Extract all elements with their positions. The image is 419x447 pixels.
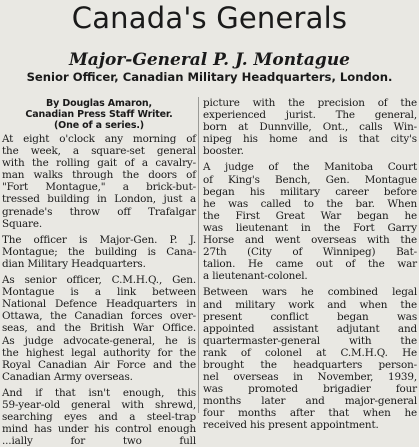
text-line: nipeg his home and is that city's [203, 133, 417, 146]
text-line: Montague; the building is Cana- [2, 245, 196, 258]
subhead: Major-General P. J. Montague [68, 50, 350, 70]
text-line: present conflict began was [203, 310, 417, 323]
text-line: the highest legal authority for the [2, 346, 196, 359]
text-line: began his military career before [203, 185, 417, 198]
text-line: talion. He came out of the war [203, 258, 417, 271]
text-line: was promoted brigadier four [203, 383, 417, 396]
text-line: Ottawa, the Canadian forces over- [2, 310, 196, 323]
byline-author: By Douglas Amaron, [46, 98, 152, 109]
right-column [203, 97, 417, 432]
text-line: 27th (City of Winnipeg) Bat- [203, 246, 417, 259]
text-line: and military work and when the [203, 298, 417, 311]
text-line: months later and major-general [203, 395, 417, 408]
text-line: was lieutenant in the Fort Garry [203, 221, 417, 234]
text-line: of King's Bench, Gen. Montague [203, 173, 417, 186]
text-line: mind has under his control enough [2, 423, 196, 436]
text-line: searching eyes and a steel-trap [2, 411, 196, 424]
text-line: "Fort Montague," a brick-but- [2, 181, 196, 194]
text-line: As senior officer, C.M.H.Q., Gen. [2, 274, 196, 287]
right-column-text [203, 97, 417, 432]
byline-role: Canadian Press Staff Writer. [25, 109, 173, 120]
text-line: tressed building in London, just a [2, 193, 196, 206]
text-line: Between wars he combined legal [203, 286, 417, 299]
byline [2, 98, 196, 131]
text-line: he was called to the bar. When [203, 197, 417, 210]
text-line: At eight o'clock any morning of [2, 133, 196, 145]
text-line: dian Military Headquarters. [2, 257, 146, 270]
headline: Canada's Generals [71, 1, 348, 35]
text-line: A judge of the Manitoba Court [203, 161, 417, 174]
text-line: Montague is a link between [2, 286, 196, 299]
text-line: the First Great War began he [203, 209, 417, 222]
text-line: a lieutenant-colonel. [203, 270, 308, 283]
text-line: four months after that when he [203, 407, 417, 420]
text-line: the week, a square-set general [2, 145, 196, 158]
text-line: booster. [203, 145, 244, 158]
text-line: brought the headquarters person- [203, 358, 417, 371]
text-line: Royal Canadian Air Force and the [2, 358, 196, 371]
text-line: 59-year-old general with shrewd, [2, 398, 196, 411]
text-line: Horse and went overseas with the [203, 234, 417, 247]
text-line: picture with the precision of the [203, 97, 417, 109]
deck: Senior Officer, Canadian Military Headquarters, London. [26, 70, 393, 84]
text-line: born at Dunnville, Ont., calls Win- [203, 121, 417, 134]
text-line: And if that isn't enough, this [2, 386, 196, 399]
left-column [2, 96, 196, 447]
text-line: Canadian Army overseas. [2, 370, 133, 383]
text-line: The officer is Major-Gen. P. J. [2, 233, 196, 246]
text-line: appointed assistant adjutant and [203, 322, 417, 335]
text-line: nel overseas in November, 1939, [203, 371, 417, 384]
text-line: As judge advocate-general, he is [2, 334, 196, 347]
left-column-text [2, 133, 196, 447]
byline-series: (One of a series.) [53, 120, 144, 131]
text-line: grenade's throw off Trafalgar [2, 205, 196, 218]
text-line: received his present appointment. [203, 419, 379, 432]
text-line: National Defence Headquarters in [2, 298, 196, 311]
column-divider [198, 97, 199, 413]
text-line: quartermaster-general with the [203, 334, 417, 347]
text-line: man walks through the doors of [2, 169, 196, 182]
text-line: seas, and the British War Office. [2, 322, 196, 335]
text-line: with the rolling gait of a cavalry- [2, 157, 196, 170]
text-line: experienced jurist. The general, [203, 109, 417, 122]
text-line: ...ially for two full [2, 435, 196, 447]
text-line: rank of colonel at C.M.H.Q. He [203, 346, 417, 359]
text-line: Square. [2, 217, 43, 230]
